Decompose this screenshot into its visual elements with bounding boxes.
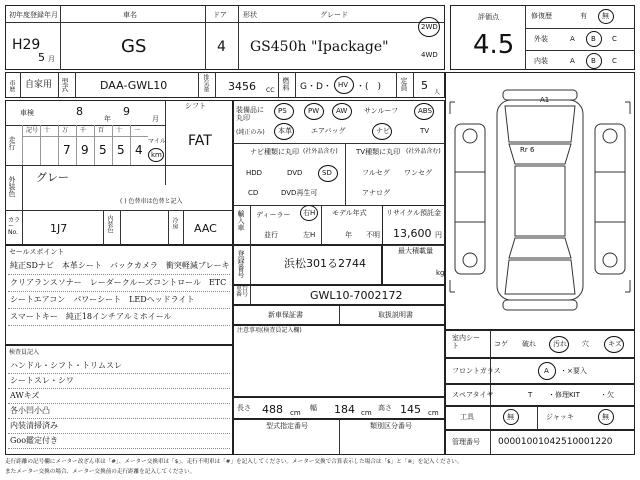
sales-line-1: クリアランスソナー レーダークルーズコントロール ETC <box>10 278 227 287</box>
length: 488 <box>262 403 283 416</box>
inspection-year-unit: 年 <box>104 115 111 123</box>
diagram-note: Rr 6 <box>520 146 535 154</box>
ext-c: C <box>612 35 617 43</box>
navi-item-4: DVD再生可 <box>281 189 318 197</box>
recycle-label: リサイクル預託金 <box>386 209 442 217</box>
mileage-km: km <box>151 151 162 159</box>
doors: 4 <box>217 39 226 55</box>
footer-line1: 走行距離の記号欄にメーター改ざん車は「#」、メーター交換車は「$」、走行不明車は「#」を記入してください。メーター交換で合算表示した場合は「$」と「※」を記入ください。 <box>5 459 463 465</box>
mileage-divider-5 <box>112 125 113 165</box>
equip-item-5: 本革 <box>278 127 292 135</box>
navi-label: ナビ種類に丸印 <box>250 148 299 156</box>
cap-label: 定員 <box>400 77 408 91</box>
mileage-divider-6 <box>130 125 131 165</box>
ext-a: A <box>570 35 575 43</box>
import-right: 右H <box>303 209 316 217</box>
mileage-unit-4: 百 <box>98 127 105 134</box>
equip-item-7: ナビ <box>376 127 390 135</box>
notes-label: 注意事項(検査員記入欄) <box>237 327 302 334</box>
recycle-yen: 円 <box>435 231 442 239</box>
reg-date-label: 初年度登録年月 <box>9 11 58 19</box>
plate-value: 浜松301る2744 <box>284 257 366 270</box>
import-dealer: ディーラー <box>256 211 291 219</box>
mileage-digit-4: 4 <box>135 143 143 157</box>
capacity: 5 <box>421 79 428 92</box>
mileage-digit-1: 9 <box>81 143 89 157</box>
displacement: 3456 <box>228 80 256 93</box>
navi-sub: (社外品含む) <box>303 148 338 155</box>
color-no-label: カラー No. <box>8 217 21 236</box>
score: 4.5 <box>473 30 515 60</box>
max-load-label: 最大積載量 <box>398 247 433 255</box>
int-color-label: 内装色 <box>106 215 113 233</box>
spare-label: スペアタイヤ <box>452 391 494 399</box>
seat-item-1: 破れ <box>522 340 536 348</box>
cc: CC <box>266 87 275 94</box>
diagram-a1: A1 <box>540 96 550 104</box>
score-label: 評価点 <box>478 13 499 21</box>
model-year-label: モデル年式 <box>332 209 367 217</box>
inspector-line-3: 各小凹小凸 <box>10 406 50 415</box>
fuel-label: 燃料 <box>282 77 290 91</box>
disp-label: 排気量 <box>202 74 209 92</box>
fuel-options: G・D・ <box>300 82 332 92</box>
inspector-rule-2 <box>8 403 230 404</box>
width-label: 幅 <box>310 404 317 412</box>
equip-item-1: PW <box>308 107 320 115</box>
inspection-year: 8 <box>76 105 83 118</box>
tv-sub: (社外品含む) <box>406 148 441 155</box>
color-note: ( ) 色替車は色替と記入 <box>120 198 183 205</box>
repair-label: 修復歴 <box>531 12 552 20</box>
interior-seat-label: 室内シート <box>452 334 480 351</box>
doors-label: ドア <box>213 11 227 19</box>
navi-item-3: CD <box>248 189 259 197</box>
equip-item-4: ABS <box>418 107 432 115</box>
spare-t: T <box>528 391 533 399</box>
fuel-rest: ・( ) <box>356 82 382 92</box>
int-c: C <box>612 57 617 65</box>
car-name: GS <box>121 36 147 57</box>
equip-item-6: エアバッグ <box>311 127 346 135</box>
inspector-line-0: ハンドル・シフト・トリムスレ <box>10 361 122 370</box>
shift: FAT <box>188 133 212 149</box>
tv-label: TV種類に丸印 <box>356 148 401 156</box>
inspector-line-5: Goo鑑定付き <box>10 436 59 445</box>
use-label: 車歴 <box>8 80 15 92</box>
spare-kit: ・修理KIT <box>548 391 580 399</box>
inspection-month-unit: 月 <box>152 115 159 123</box>
mileage-digit-3: 5 <box>117 143 125 157</box>
mileage-unit-3: 千 <box>80 127 87 134</box>
import-parallel: 並行 <box>264 231 278 239</box>
mileage-divider-2 <box>58 125 59 165</box>
car-diagram <box>445 72 635 330</box>
navi-item-2: SD <box>322 169 332 177</box>
import-left: 左H <box>303 231 316 239</box>
sales-line-2: シートエアコン パワーシート LEDヘッドライト <box>10 295 195 304</box>
inspector-line-1: シートスレ・シワ <box>10 376 74 385</box>
chassis-label: 車台番号 <box>236 285 249 298</box>
front-glass-a: A <box>544 367 549 375</box>
notes-block <box>233 325 445 397</box>
sales-rule-1 <box>8 291 230 292</box>
width-cm: cm <box>361 409 372 417</box>
form-label: 形状 <box>243 11 257 19</box>
equip-item-3: サンルーフ <box>364 107 399 115</box>
sales-rule-0 <box>8 274 230 275</box>
mileage-mile: マイル <box>148 138 166 145</box>
class-label: 類別区分番号 <box>370 422 412 430</box>
sales-rule-3 <box>8 325 230 326</box>
int-label: 内装 <box>534 57 548 65</box>
tv-item-2: アナログ <box>362 189 390 197</box>
mileage-digit-0: 7 <box>63 143 71 157</box>
seat-item-4: キズ <box>608 340 622 348</box>
plate-label: 登録番号 <box>237 250 245 278</box>
jack-value: 無 <box>602 413 609 421</box>
sales-line-0: 純正SDナビ 本革シート バックカメラ 衝突軽減ブレーキ <box>10 261 230 270</box>
cool: AAC <box>194 222 217 235</box>
seat-item-2: 汚れ <box>553 340 567 348</box>
navi-item-0: HDD <box>246 169 263 177</box>
inspector-rule-0 <box>8 373 230 374</box>
inspector-line-2: AWキズ <box>10 391 40 400</box>
inspector-rule-4 <box>8 433 230 434</box>
cool-label: 冷房 <box>171 217 178 229</box>
jack-label: ジャッキ <box>546 413 574 421</box>
repair-no: 無 <box>602 12 609 20</box>
front-glass-label: フロントガラス <box>452 367 501 375</box>
height-cm: cm <box>428 409 439 417</box>
mileage-unit-0: 記号 <box>26 127 39 134</box>
spare-none: ・欠 <box>600 391 614 399</box>
height-label: 高さ <box>378 404 392 412</box>
int-b: B <box>591 57 596 65</box>
color-no-value: 1J7 <box>50 222 68 235</box>
mileage-digit-2: 5 <box>99 143 107 157</box>
fuel-hv: HV <box>338 81 349 89</box>
recycle-amount: 13,600 <box>393 227 432 240</box>
drive-4wd: 4WD <box>421 51 438 59</box>
person: 人 <box>434 89 441 96</box>
drive-2wd: 2WD <box>421 23 438 31</box>
ext-label: 外装 <box>534 35 548 43</box>
model-year-unit: 年 <box>345 231 352 239</box>
sales-rule-2 <box>8 308 230 309</box>
length-cm: cm <box>290 409 301 417</box>
navi-item-1: DVD <box>287 169 303 177</box>
type-label: 型式指定番号 <box>266 422 308 430</box>
model-year-unknown: 不明 <box>366 231 380 239</box>
mileage-unit-2: 万 <box>62 127 69 134</box>
mileage-unit-5: 十 <box>116 127 123 134</box>
repair-yes: 有 <box>580 12 587 20</box>
length-label: 長さ <box>237 404 251 412</box>
width: 184 <box>334 403 355 416</box>
reg-year: H29 <box>12 37 41 53</box>
mileage-divider-1 <box>40 125 41 165</box>
equipment-label: 装備品に丸印 <box>236 106 264 123</box>
reg-month: 5 <box>38 51 45 64</box>
equip-item-8: TV <box>420 127 430 135</box>
mgmt-label: 管理番号 <box>452 438 480 446</box>
mgmt-value: 00001001042510001220 <box>498 437 613 447</box>
inspector-rule-3 <box>8 418 230 419</box>
car-name-label: 車名 <box>123 11 137 19</box>
inspector-rule-5 <box>8 448 230 449</box>
inspection-label: 車検 <box>20 109 34 117</box>
model: DAA-GWL10 <box>100 79 168 92</box>
inspection-month: 9 <box>123 105 130 118</box>
grade-label: グレード <box>320 11 348 19</box>
color-value: グレー <box>36 171 69 184</box>
tv-item-0: フルセグ <box>362 169 390 177</box>
import-label: 輸入車 <box>237 210 245 231</box>
mileage-divider-0 <box>22 125 23 165</box>
footer-line2: またメーター交換の場合、メーター交換前の走行距離を記入してください。 <box>5 469 196 475</box>
front-glass-x: ・×要入 <box>560 367 587 375</box>
inspector-label: 検査員記入 <box>9 349 40 356</box>
seat-item-0: コゲ <box>494 340 508 348</box>
equipment-sub: (純正のみ) <box>236 129 265 136</box>
manual: 取扱説明書 <box>378 311 413 319</box>
height: 145 <box>400 403 421 416</box>
int-a: A <box>570 57 575 65</box>
mileage-label: 走行 <box>8 136 16 150</box>
equip-item-0: PS <box>278 107 287 115</box>
tools-value: 無 <box>507 413 514 421</box>
tv-item-1: ワンセグ <box>404 169 432 177</box>
color-label: 外装色 <box>8 176 16 197</box>
equip-item-2: AW <box>336 107 348 115</box>
max-load-unit: kg <box>436 269 445 277</box>
reg-month-unit: 月 <box>48 55 55 63</box>
mileage-unit-rule <box>22 136 148 137</box>
inspector-line-4: 内装清掃済み <box>10 421 58 430</box>
shift-label: シフト <box>185 102 206 110</box>
mileage-divider-3 <box>76 125 77 165</box>
inspector-rule-1 <box>8 388 230 389</box>
chassis-value: GWL10-7002172 <box>310 289 403 302</box>
model-label: 型式 <box>61 78 69 92</box>
seat-item-3: 穴 <box>582 340 589 348</box>
sales-line-3: スマートキー 純正18インチアルミホイール <box>10 312 172 321</box>
mileage-unit-1: 十 <box>44 127 51 134</box>
ext-b: B <box>591 35 596 43</box>
mileage-divider-4 <box>94 125 95 165</box>
use-value: 自家用 <box>25 80 53 90</box>
mileage-unit-6: 一 <box>134 127 141 134</box>
new-car-warranty: 新車保証書 <box>268 311 303 319</box>
grade: GS450h "Ipackage" <box>250 39 389 55</box>
sales-points-label: セールスポイント <box>9 248 65 256</box>
tools-label: 工具 <box>460 413 474 421</box>
